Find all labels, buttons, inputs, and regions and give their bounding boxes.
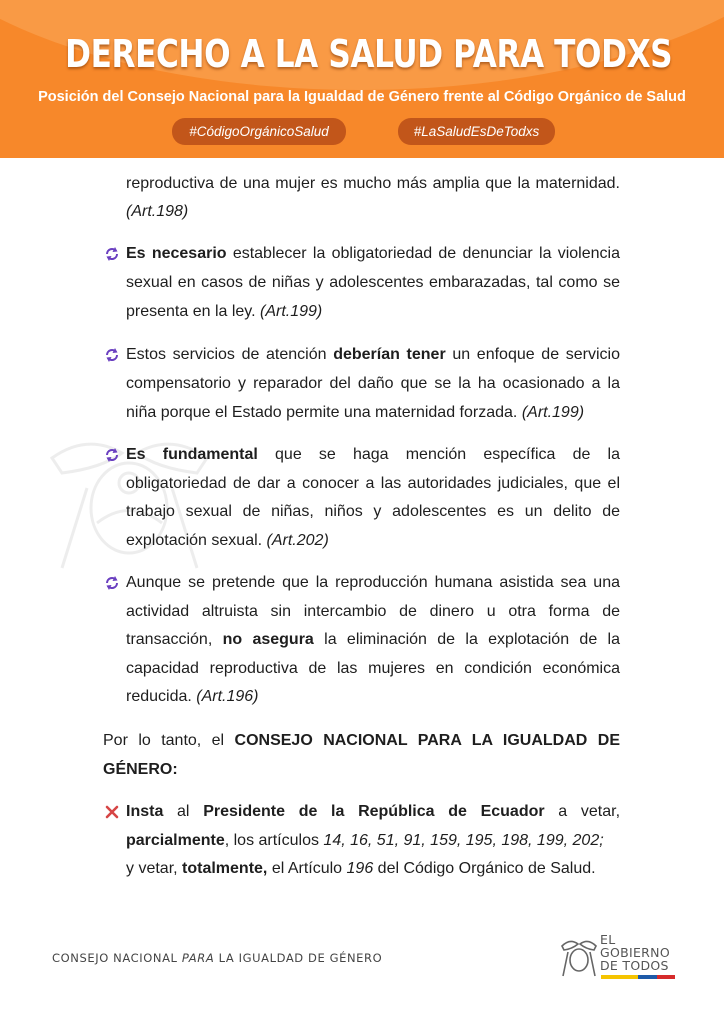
- government-logo-text: EL GOBIERNO DE TODOS: [600, 932, 670, 973]
- flag-blue: [638, 975, 657, 979]
- bold-phrase: Es fundamental: [126, 446, 258, 463]
- bullet-4-line-3: transacción, no asegura la eliminación de la explotación de la: [126, 631, 620, 648]
- hashtag-codigo-organico-salud: #CódigoOrgánicoSalud: [172, 118, 346, 145]
- government-crest-icon: [560, 936, 598, 978]
- bold-phrase: no asegura: [222, 631, 314, 648]
- flag-yellow: [601, 975, 638, 979]
- bold-phrase: Es necesario: [126, 245, 227, 262]
- flag-red: [657, 975, 675, 979]
- article-reference: (Art.199): [521, 404, 585, 421]
- bullet-4-line-4: capacidad reproductiva de las mujeres en condición económica: [126, 660, 620, 677]
- bullet-2-line-3: niña porque el Estado permite una maternidad forzada. (Art.199): [126, 404, 585, 421]
- final-line-2: parcialmente, los artículos 14, 16, 51, 91, 159, 195, 198, 199, 202;: [126, 832, 604, 849]
- bullet-4-line-2: actividad altruista sin intercambio de dinero u otra forma de: [126, 603, 620, 620]
- continued-line: reproductiva de una mujer es mucho más amplia que la maternidad.: [126, 175, 620, 192]
- page-title: DERECHO A LA SALUD PARA TODXS: [65, 32, 673, 76]
- final-line-3: y vetar, totalmente, el Artículo 196 del Código Orgánico de Salud.: [126, 860, 596, 877]
- refresh-cycle-icon: [104, 447, 120, 463]
- conclusion-line-1: Por lo tanto, el CONSEJO NACIONAL PARA LA IGUALDAD DE: [103, 732, 620, 749]
- bold-phrase: deberían tener: [333, 346, 446, 363]
- cross-mark-icon: [104, 804, 120, 820]
- bullet-3-line-3: trabajo sexual de niñas, niños y adolescentes es un delito de: [126, 503, 620, 520]
- bullet-2-line-1: Estos servicios de atención deberían tener un enfoque de servicio: [126, 346, 621, 363]
- refresh-cycle-icon: [104, 575, 120, 591]
- page-subtitle: Posición del Consejo Nacional para la Igualdad de Género frente al Código Orgánico de Salud: [38, 89, 686, 105]
- bullet-4-line-5: reducida. (Art.196): [126, 688, 259, 705]
- article-reference: (Art.202): [266, 532, 329, 549]
- ecuador-flag-stripe: [601, 975, 675, 979]
- footer-organization: CONSEJO NACIONAL PARA LA IGUALDAD DE GÉNERO: [52, 951, 383, 965]
- bullet-1-line-2: sexual en casos de niñas y adolescentes embarazadas, tal como se: [126, 274, 620, 291]
- refresh-cycle-icon: [104, 347, 120, 363]
- conclusion-line-2: [103, 760, 178, 780]
- bold-phrase: GÉNERO:: [103, 761, 178, 778]
- bullet-2-line-2: compensatorio y reparador del daño que se la ha ocasionado a la: [126, 375, 620, 392]
- final-line-1: Insta al Presidente de la República de Ecuador a vetar,: [126, 803, 621, 820]
- bullet-1-line-3: presenta en la ley. (Art.199): [126, 303, 323, 320]
- bullet-3-line-1: Es fundamental que se haga mención específica de la: [126, 446, 620, 463]
- hashtag-la-salud-es-de-todxs: #LaSaludEsDeTodxs: [398, 118, 555, 145]
- bold-phrase: CONSEJO NACIONAL PARA LA IGUALDAD DE: [234, 732, 620, 749]
- continued-reference: [126, 202, 188, 222]
- article-reference: (Art.196): [196, 688, 259, 705]
- refresh-cycle-icon: [104, 246, 120, 262]
- bullet-4-line-1: Aunque se pretende que la reproducción humana asistida sea una: [126, 574, 620, 591]
- bullet-3-line-2: obligatoriedad de dar a conocer a las autoridades judiciales, que el: [126, 475, 620, 492]
- article-reference: (Art.199): [260, 303, 323, 320]
- bullet-3-line-4: explotación sexual. (Art.202): [126, 532, 329, 549]
- article-reference: (Art.198): [126, 203, 189, 220]
- bullet-1-line-1: Es necesario establecer la obligatoriedad de denunciar la violencia: [126, 245, 620, 262]
